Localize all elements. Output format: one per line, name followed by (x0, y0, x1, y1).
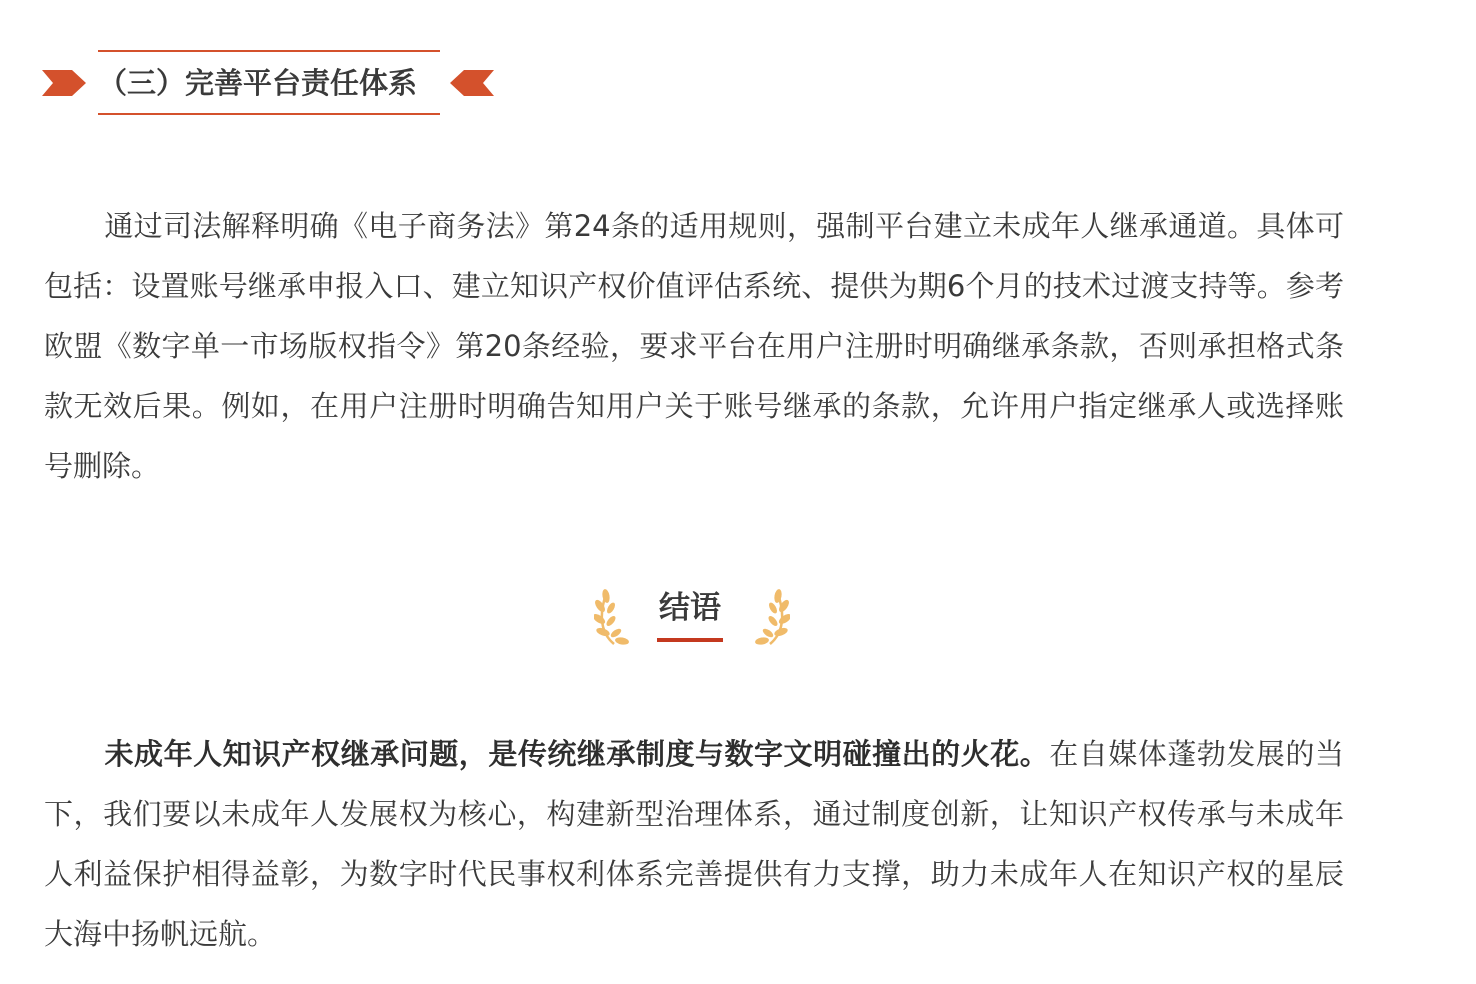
paragraph-bold-lead: 未成年人知识产权继承问题，是传统继承制度与数字文明碰撞出的火花。 (104, 737, 1050, 771)
body-paragraph (44, 196, 1344, 496)
conclusion-paragraph (44, 724, 1344, 964)
chevron-right-icon (42, 70, 86, 100)
laurel-left-icon (594, 588, 630, 650)
paragraph-text: 在自媒体蓬勃发展的当下，我们要以未成年人发展权为核心，构建新型治理体系，通过制度创新，让知识产权传承与未成年人利益保护相得益彰，为数字时代民事权利体系完善提供有力支撑，助力未成年人在知识产权的星辰大海中扬帆远航。 (44, 737, 1344, 951)
chevron-left-icon (450, 70, 494, 100)
section-heading (42, 50, 502, 116)
paragraph-text: 通过司法解释明确《电子商务法》第24条的适用规则，强制平台建立未成年人继承通道。具体可包括：设置账号继承申报入口、建立知识产权价值评估系统、提供为期6个月的技术过渡支持等。参考欧盟《数字单一市场版权指令》第20条经验，要求平台在用户注册时明确继承条款，否则承担格式条款无效后果。例如，在用户注册时明确告知用户关于账号继承的条款，允许用户指定继承人或选择账号删除。 (44, 209, 1344, 483)
section-title: （三）完善平台责任体系 (98, 66, 418, 100)
conclusion-title: 结语 (659, 590, 721, 626)
laurel-right-icon (754, 588, 790, 650)
heading-bottom-rule (98, 113, 440, 115)
conclusion-heading (590, 582, 790, 650)
heading-top-rule (98, 50, 440, 52)
conclusion-underline (657, 638, 723, 642)
